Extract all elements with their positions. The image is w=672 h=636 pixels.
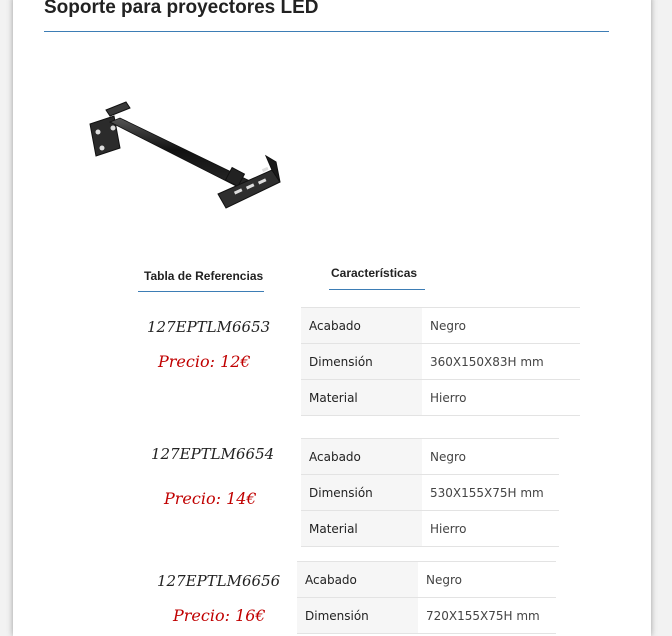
table-row <box>301 308 580 344</box>
table-row <box>301 344 580 380</box>
spec-key: Dimensión <box>301 344 422 380</box>
spec-key: Dimensión <box>301 475 422 511</box>
spec-key: Acabado <box>301 439 422 475</box>
table-row <box>301 380 580 416</box>
table-row <box>301 439 559 475</box>
spec-value: Hierro <box>422 380 580 416</box>
product-price: Precio: 16€ <box>173 606 266 625</box>
spec-value: Negro <box>422 439 559 475</box>
spec-value: 720X155X75H mm <box>418 598 556 634</box>
spec-value: Negro <box>422 308 580 344</box>
product-image[interactable] <box>86 98 286 218</box>
spec-key: Acabado <box>297 562 418 598</box>
tab-references[interactable]: Tabla de Referencias <box>144 269 264 283</box>
specs-table <box>301 438 559 547</box>
product-price: Precio: 12€ <box>158 352 251 371</box>
spec-value: 360X150X83H mm <box>422 344 580 380</box>
spec-key: Acabado <box>301 308 422 344</box>
spec-key: Dimensión <box>297 598 418 634</box>
spec-key: Material <box>301 380 422 416</box>
table-row <box>297 598 556 634</box>
tab-features-underline <box>329 289 425 290</box>
spec-value: Negro <box>418 562 556 598</box>
title-divider <box>44 31 609 32</box>
table-row <box>297 562 556 598</box>
product-reference: 127EPTLM6656 <box>157 572 281 590</box>
page-title: Soporte para proyectores LED <box>44 0 319 18</box>
spec-key: Material <box>301 511 422 547</box>
spec-value: 530X155X75H mm <box>422 475 559 511</box>
tab-features[interactable]: Características <box>331 266 418 280</box>
spec-value: Hierro <box>422 511 559 547</box>
product-reference: 127EPTLM6654 <box>151 445 275 463</box>
tab-references-underline <box>138 291 264 292</box>
product-reference: 127EPTLM6653 <box>147 318 271 336</box>
table-row <box>301 511 559 547</box>
table-row <box>301 475 559 511</box>
specs-table <box>297 561 556 634</box>
specs-table <box>301 307 580 416</box>
product-price: Precio: 14€ <box>164 489 257 508</box>
